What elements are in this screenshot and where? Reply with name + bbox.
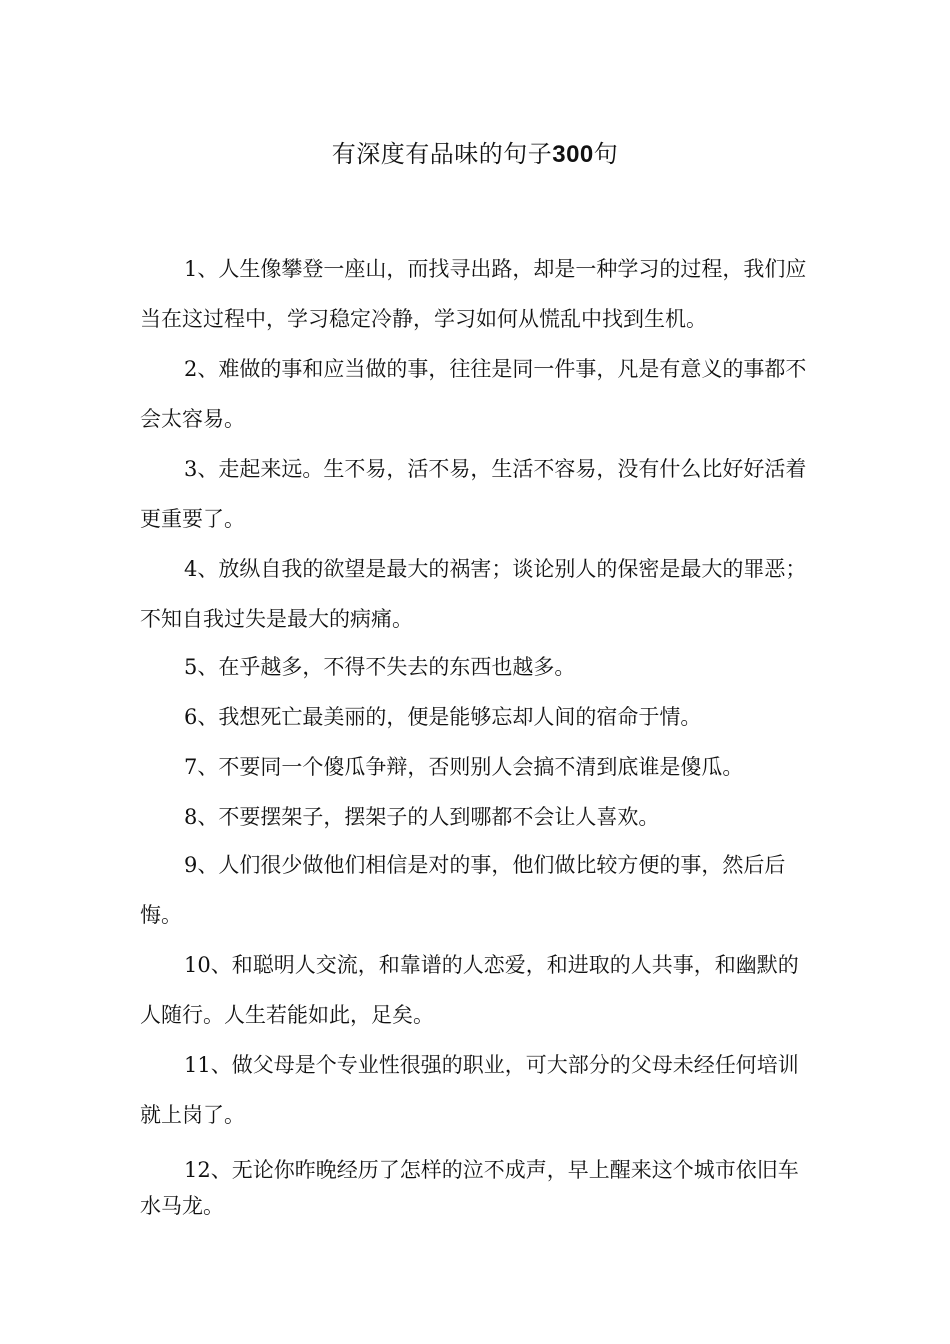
title-number: 300 (552, 141, 594, 168)
quote-item-3: 3、走起来远。生不易，活不易，生活不容易，没有什么比好好活着更重要了。 (140, 457, 807, 531)
document-title (0, 138, 950, 171)
quote-item-2: 2、难做的事和应当做的事，往往是同一件事，凡是有意义的事都不会太容易。 (140, 357, 807, 431)
quote-item-5: 5、在乎越多，不得不失去的东西也越多。 (184, 655, 576, 679)
quote-item-9: 9、人们很少做他们相信是对的事，他们做比较方便的事，然后后悔。 (140, 853, 786, 927)
quote-item-8: 8、不要摆架子，摆架子的人到哪都不会让人喜欢。 (184, 805, 660, 829)
title-prefix: 有深度有品味的句子 (331, 140, 553, 168)
quote-item-6: 6、我想死亡最美丽的，便是能够忘却人间的宿命于情。 (184, 705, 702, 729)
title-suffix: 句 (593, 140, 619, 168)
quote-item-11: 11、做父母是个专业性很强的职业，可大部分的父母未经任何培训就上岗了。 (140, 1053, 799, 1127)
quote-item-4: 4、放纵自我的欲望是最大的祸害；谈论别人的保密是最大的罪恶；不知自我过失是最大的病痛。 (140, 557, 807, 631)
quote-item-10: 10、和聪明人交流，和靠谱的人恋爱，和进取的人共事，和幽默的人随行。人生若能如此，足矣。 (140, 953, 799, 1027)
quote-item-7: 7、不要同一个傻瓜争辩，否则别人会搞不清到底谁是傻瓜。 (184, 755, 744, 779)
quote-item-12: 12、无论你昨晚经历了怎样的泣不成声，早上醒来这个城市依旧车水马龙。 (140, 1158, 799, 1218)
quote-item-1: 1、人生像攀登一座山，而找寻出路，却是一种学习的过程，我们应当在这过程中，学习稳定冷静，学习如何从慌乱中找到生机。 (140, 257, 807, 331)
